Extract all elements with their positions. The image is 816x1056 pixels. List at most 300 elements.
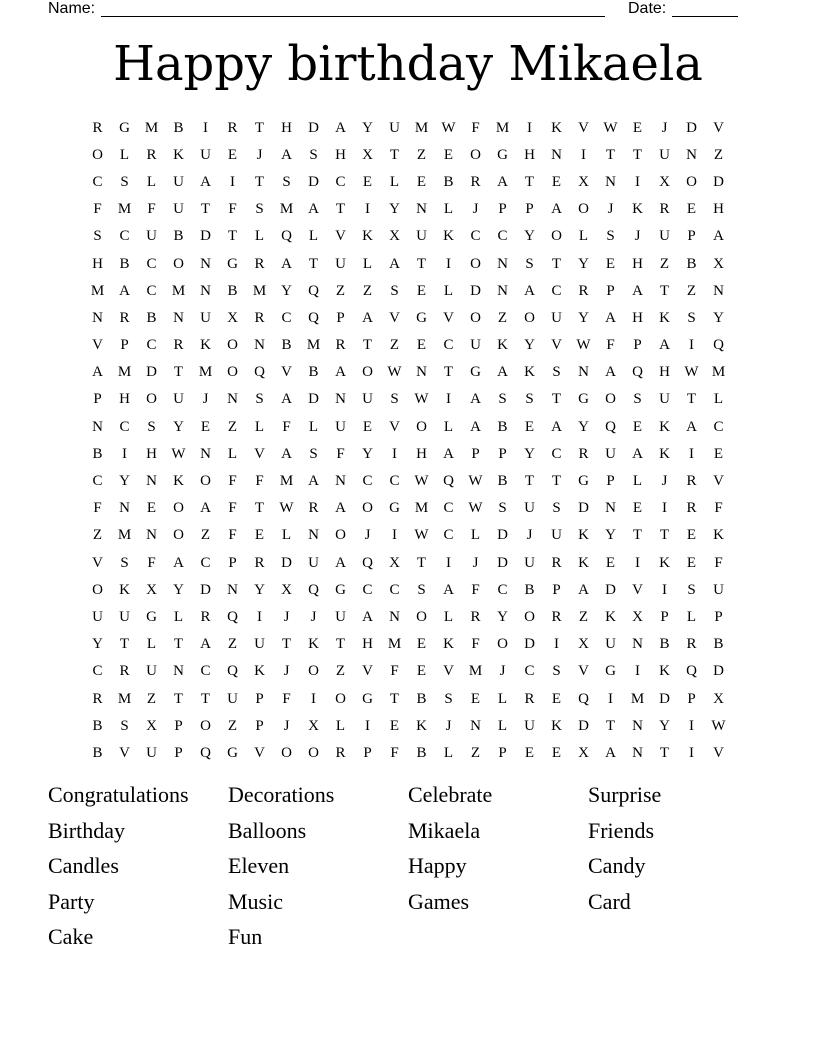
grid-letter[interactable]: I <box>554 636 559 653</box>
grid-letter[interactable]: B <box>173 119 184 136</box>
grid-letter[interactable]: B <box>416 690 427 707</box>
grid-letter[interactable]: E <box>713 445 724 462</box>
grid-letter[interactable]: C <box>551 282 562 299</box>
grid-letter[interactable]: S <box>309 146 318 163</box>
grid-letter[interactable]: R <box>335 744 346 761</box>
grid-letter[interactable]: X <box>146 717 157 734</box>
grid-letter[interactable]: I <box>311 690 316 707</box>
grid-letter[interactable]: C <box>362 473 373 490</box>
grid-letter[interactable]: E <box>551 744 562 761</box>
grid-letter[interactable]: Z <box>200 527 211 544</box>
grid-letter[interactable]: B <box>659 636 670 653</box>
grid-letter[interactable]: R <box>524 690 535 707</box>
grid-letter[interactable]: B <box>713 636 724 653</box>
grid-letter[interactable]: T <box>173 636 184 653</box>
grid-letter[interactable]: A <box>335 500 346 517</box>
grid-letter[interactable]: Y <box>119 473 130 490</box>
grid-letter[interactable]: U <box>713 581 724 598</box>
grid-letter[interactable]: Y <box>605 527 616 544</box>
grid-letter[interactable]: S <box>552 663 561 680</box>
grid-letter[interactable]: R <box>659 201 670 218</box>
grid-letter[interactable]: R <box>551 554 562 571</box>
grid-letter[interactable]: B <box>227 282 238 299</box>
grid-letter[interactable]: N <box>605 173 616 190</box>
grid-letter[interactable]: K <box>659 418 670 435</box>
grid-letter[interactable]: U <box>524 554 535 571</box>
grid-letter[interactable]: N <box>308 527 319 544</box>
grid-letter[interactable]: X <box>227 309 238 326</box>
grid-letter[interactable]: Y <box>281 282 292 299</box>
grid-letter[interactable]: A <box>605 364 616 381</box>
grid-letter[interactable]: H <box>146 445 157 462</box>
grid-letter[interactable]: K <box>524 364 535 381</box>
grid-letter[interactable]: D <box>281 554 292 571</box>
grid-letter[interactable]: F <box>606 337 615 354</box>
grid-letter[interactable]: M <box>279 201 294 218</box>
grid-letter[interactable]: S <box>525 255 534 272</box>
grid-letter[interactable]: I <box>662 500 667 517</box>
grid-letter[interactable]: R <box>470 173 481 190</box>
grid-letter[interactable]: F <box>147 201 156 218</box>
grid-letter[interactable]: N <box>578 364 589 381</box>
grid-letter[interactable]: B <box>173 228 184 245</box>
grid-letter[interactable]: K <box>578 527 589 544</box>
grid-letter[interactable]: P <box>174 744 183 761</box>
grid-letter[interactable]: I <box>365 717 370 734</box>
grid-letter[interactable]: I <box>581 146 586 163</box>
grid-letter[interactable]: I <box>203 119 208 136</box>
grid-letter[interactable]: S <box>606 228 615 245</box>
grid-letter[interactable]: H <box>92 255 103 272</box>
grid-letter[interactable]: U <box>659 146 670 163</box>
grid-letter[interactable]: K <box>443 228 454 245</box>
grid-letter[interactable]: V <box>92 554 103 571</box>
grid-letter[interactable]: H <box>119 391 130 408</box>
grid-letter[interactable]: M <box>630 690 645 707</box>
grid-letter[interactable]: C <box>200 554 211 571</box>
grid-letter[interactable]: M <box>252 282 267 299</box>
grid-letter[interactable]: G <box>335 581 346 598</box>
grid-letter[interactable]: W <box>684 364 699 381</box>
grid-letter[interactable]: T <box>227 228 238 245</box>
grid-letter[interactable]: A <box>605 309 616 326</box>
grid-letter[interactable]: Y <box>578 309 589 326</box>
grid-letter[interactable]: C <box>443 500 454 517</box>
grid-letter[interactable]: E <box>443 146 454 163</box>
grid-letter[interactable]: E <box>470 690 481 707</box>
grid-letter[interactable]: A <box>308 473 319 490</box>
grid-letter[interactable]: A <box>200 173 211 190</box>
grid-letter[interactable]: V <box>389 309 400 326</box>
grid-letter[interactable]: G <box>227 744 238 761</box>
grid-letter[interactable]: Z <box>578 608 589 625</box>
grid-letter[interactable]: A <box>524 282 535 299</box>
grid-letter[interactable]: R <box>551 608 562 625</box>
grid-letter[interactable]: C <box>92 173 103 190</box>
grid-letter[interactable]: X <box>713 690 724 707</box>
grid-letter[interactable]: T <box>254 500 265 517</box>
grid-letter[interactable]: Q <box>686 663 697 680</box>
grid-letter[interactable]: W <box>441 119 456 136</box>
grid-letter[interactable]: J <box>661 119 668 136</box>
grid-letter[interactable]: I <box>689 337 694 354</box>
grid-letter[interactable]: E <box>227 146 238 163</box>
grid-letter[interactable]: L <box>443 608 454 625</box>
grid-letter[interactable]: J <box>364 527 371 544</box>
grid-letter[interactable]: P <box>255 717 264 734</box>
grid-letter[interactable]: R <box>254 255 265 272</box>
grid-letter[interactable]: A <box>632 445 643 462</box>
grid-letter[interactable]: Z <box>686 282 697 299</box>
grid-letter[interactable]: C <box>497 228 508 245</box>
grid-letter[interactable]: R <box>578 282 589 299</box>
grid-letter[interactable]: O <box>578 201 589 218</box>
grid-letter[interactable]: H <box>362 636 373 653</box>
grid-letter[interactable]: R <box>146 146 157 163</box>
grid-letter[interactable]: V <box>362 663 373 680</box>
grid-letter[interactable]: Q <box>227 608 238 625</box>
grid-letter[interactable]: R <box>119 309 130 326</box>
grid-letter[interactable]: D <box>713 663 724 680</box>
grid-letter[interactable]: T <box>254 119 265 136</box>
grid-letter[interactable]: R <box>470 608 481 625</box>
grid-letter[interactable]: S <box>120 717 129 734</box>
grid-letter[interactable]: M <box>90 282 105 299</box>
grid-letter[interactable]: E <box>632 119 643 136</box>
grid-letter[interactable]: G <box>578 473 589 490</box>
grid-letter[interactable]: Z <box>470 744 481 761</box>
date-blank-line[interactable] <box>672 1 738 17</box>
grid-letter[interactable]: P <box>174 717 183 734</box>
grid-letter[interactable]: E <box>416 636 427 653</box>
grid-letter[interactable]: U <box>362 391 373 408</box>
grid-letter[interactable]: X <box>389 228 400 245</box>
grid-letter[interactable]: G <box>119 119 130 136</box>
grid-letter[interactable]: Y <box>389 201 400 218</box>
grid-letter[interactable]: A <box>443 445 454 462</box>
grid-letter[interactable]: G <box>605 663 616 680</box>
grid-letter[interactable]: K <box>362 228 373 245</box>
grid-letter[interactable]: U <box>659 391 670 408</box>
grid-letter[interactable]: H <box>632 255 643 272</box>
grid-letter[interactable]: L <box>470 527 481 544</box>
grid-letter[interactable]: N <box>335 391 346 408</box>
grid-letter[interactable]: O <box>524 309 535 326</box>
grid-letter[interactable]: Q <box>632 364 643 381</box>
grid-letter[interactable]: X <box>578 744 589 761</box>
grid-letter[interactable]: S <box>552 364 561 381</box>
grid-letter[interactable]: A <box>686 418 697 435</box>
grid-letter[interactable]: N <box>200 255 211 272</box>
grid-letter[interactable]: T <box>551 255 562 272</box>
grid-letter[interactable]: N <box>119 500 130 517</box>
grid-letter[interactable]: S <box>687 309 696 326</box>
grid-letter[interactable]: H <box>713 201 724 218</box>
grid-letter[interactable]: U <box>146 228 157 245</box>
grid-letter[interactable]: J <box>283 663 290 680</box>
grid-letter[interactable]: S <box>120 173 129 190</box>
grid-letter[interactable]: X <box>146 581 157 598</box>
grid-letter[interactable]: T <box>389 690 400 707</box>
grid-letter[interactable]: A <box>335 119 346 136</box>
grid-letter[interactable]: M <box>711 364 726 381</box>
grid-letter[interactable]: R <box>335 337 346 354</box>
grid-letter[interactable]: U <box>524 717 535 734</box>
grid-letter[interactable]: L <box>497 717 508 734</box>
grid-letter[interactable]: T <box>605 717 616 734</box>
grid-letter[interactable]: E <box>632 500 643 517</box>
grid-letter[interactable]: C <box>146 282 157 299</box>
grid-letter[interactable]: Y <box>92 636 103 653</box>
grid-letter[interactable]: D <box>578 500 589 517</box>
grid-letter[interactable]: E <box>362 173 373 190</box>
grid-letter[interactable]: A <box>443 581 454 598</box>
grid-letter[interactable]: L <box>308 418 319 435</box>
grid-letter[interactable]: T <box>443 364 454 381</box>
grid-letter[interactable]: E <box>686 527 697 544</box>
grid-letter[interactable]: R <box>254 554 265 571</box>
grid-letter[interactable]: M <box>117 201 132 218</box>
grid-letter[interactable]: Q <box>362 554 373 571</box>
grid-letter[interactable]: L <box>362 255 373 272</box>
grid-letter[interactable]: E <box>524 744 535 761</box>
grid-letter[interactable]: X <box>362 146 373 163</box>
grid-letter[interactable]: A <box>308 201 319 218</box>
grid-letter[interactable]: T <box>416 255 427 272</box>
grid-letter[interactable]: N <box>173 309 184 326</box>
grid-letter[interactable]: U <box>605 445 616 462</box>
grid-letter[interactable]: J <box>526 527 533 544</box>
grid-letter[interactable]: C <box>470 228 481 245</box>
grid-letter[interactable]: T <box>686 391 697 408</box>
grid-letter[interactable]: U <box>173 391 184 408</box>
grid-letter[interactable]: E <box>686 554 697 571</box>
grid-letter[interactable]: I <box>689 717 694 734</box>
grid-letter[interactable]: T <box>551 473 562 490</box>
grid-letter[interactable]: F <box>714 554 723 571</box>
grid-letter[interactable]: F <box>471 581 480 598</box>
grid-letter[interactable]: O <box>470 309 481 326</box>
grid-letter[interactable]: U <box>470 337 481 354</box>
grid-letter[interactable]: W <box>414 391 429 408</box>
grid-letter[interactable]: U <box>173 173 184 190</box>
grid-letter[interactable]: K <box>119 581 130 598</box>
grid-letter[interactable]: L <box>146 173 157 190</box>
grid-letter[interactable]: S <box>147 418 156 435</box>
grid-letter[interactable]: A <box>281 146 292 163</box>
grid-letter[interactable]: S <box>255 391 264 408</box>
grid-letter[interactable]: Z <box>497 309 508 326</box>
grid-letter[interactable]: J <box>634 228 641 245</box>
grid-letter[interactable]: R <box>254 309 265 326</box>
grid-letter[interactable]: C <box>713 418 724 435</box>
grid-letter[interactable]: N <box>632 717 643 734</box>
grid-letter[interactable]: Z <box>92 527 103 544</box>
grid-letter[interactable]: I <box>392 527 397 544</box>
grid-letter[interactable]: D <box>605 581 616 598</box>
grid-letter[interactable]: R <box>686 500 697 517</box>
grid-letter[interactable]: T <box>632 527 643 544</box>
grid-letter[interactable]: M <box>468 663 483 680</box>
grid-letter[interactable]: F <box>228 473 237 490</box>
grid-letter[interactable]: F <box>282 418 291 435</box>
grid-letter[interactable]: B <box>497 418 508 435</box>
grid-letter[interactable]: G <box>227 255 238 272</box>
grid-letter[interactable]: Z <box>389 337 400 354</box>
grid-letter[interactable]: Y <box>659 717 670 734</box>
grid-letter[interactable]: D <box>686 119 697 136</box>
grid-letter[interactable]: E <box>416 663 427 680</box>
grid-letter[interactable]: P <box>606 282 615 299</box>
grid-letter[interactable]: K <box>659 309 670 326</box>
grid-letter[interactable]: K <box>659 554 670 571</box>
grid-letter[interactable]: W <box>171 445 186 462</box>
grid-letter[interactable]: N <box>605 500 616 517</box>
grid-letter[interactable]: Z <box>416 146 427 163</box>
grid-letter[interactable]: P <box>255 690 264 707</box>
grid-letter[interactable]: M <box>144 119 159 136</box>
grid-letter[interactable]: L <box>146 636 157 653</box>
grid-letter[interactable]: N <box>416 201 427 218</box>
grid-letter[interactable]: P <box>228 554 237 571</box>
grid-letter[interactable]: V <box>119 744 130 761</box>
grid-letter[interactable]: P <box>336 309 345 326</box>
grid-letter[interactable]: T <box>281 636 292 653</box>
grid-letter[interactable]: P <box>363 744 372 761</box>
grid-letter[interactable]: O <box>146 391 157 408</box>
grid-letter[interactable]: B <box>281 337 292 354</box>
grid-letter[interactable]: A <box>281 391 292 408</box>
grid-letter[interactable]: N <box>146 473 157 490</box>
grid-letter[interactable]: P <box>498 744 507 761</box>
grid-letter[interactable]: N <box>632 744 643 761</box>
grid-letter[interactable]: R <box>173 337 184 354</box>
grid-letter[interactable]: M <box>279 473 294 490</box>
grid-letter[interactable]: C <box>92 663 103 680</box>
grid-letter[interactable]: Y <box>362 445 373 462</box>
grid-letter[interactable]: M <box>387 636 402 653</box>
grid-letter[interactable]: D <box>308 119 319 136</box>
grid-letter[interactable]: B <box>686 255 697 272</box>
grid-letter[interactable]: N <box>551 146 562 163</box>
grid-letter[interactable]: V <box>335 228 346 245</box>
grid-letter[interactable]: C <box>119 228 130 245</box>
grid-letter[interactable]: O <box>524 608 535 625</box>
grid-letter[interactable]: W <box>576 337 591 354</box>
grid-letter[interactable]: U <box>335 255 346 272</box>
grid-letter[interactable]: I <box>689 445 694 462</box>
grid-letter[interactable]: F <box>390 663 399 680</box>
grid-letter[interactable]: Q <box>605 418 616 435</box>
grid-letter[interactable]: M <box>414 119 429 136</box>
grid-letter[interactable]: Q <box>713 337 724 354</box>
grid-letter[interactable]: Y <box>578 418 589 435</box>
grid-letter[interactable]: L <box>335 717 346 734</box>
grid-letter[interactable]: I <box>446 255 451 272</box>
name-blank-line[interactable] <box>101 1 605 17</box>
grid-letter[interactable]: L <box>308 228 319 245</box>
grid-letter[interactable]: O <box>470 255 481 272</box>
grid-letter[interactable]: A <box>659 337 670 354</box>
grid-letter[interactable]: A <box>200 636 211 653</box>
grid-letter[interactable]: N <box>146 527 157 544</box>
grid-letter[interactable]: P <box>120 337 129 354</box>
grid-letter[interactable]: G <box>416 309 427 326</box>
grid-letter[interactable]: F <box>147 554 156 571</box>
grid-letter[interactable]: Z <box>227 418 238 435</box>
grid-letter[interactable]: X <box>281 581 292 598</box>
grid-letter[interactable]: K <box>416 717 427 734</box>
grid-letter[interactable]: M <box>117 364 132 381</box>
grid-letter[interactable]: K <box>713 527 724 544</box>
grid-letter[interactable]: O <box>308 744 319 761</box>
grid-letter[interactable]: M <box>198 364 213 381</box>
grid-letter[interactable]: D <box>497 527 508 544</box>
grid-letter[interactable]: N <box>335 473 346 490</box>
grid-letter[interactable]: V <box>254 445 265 462</box>
grid-letter[interactable]: V <box>443 309 454 326</box>
grid-letter[interactable]: U <box>524 500 535 517</box>
grid-letter[interactable]: K <box>254 663 265 680</box>
grid-letter[interactable]: K <box>443 636 454 653</box>
grid-letter[interactable]: O <box>200 473 211 490</box>
grid-letter[interactable]: O <box>227 364 238 381</box>
grid-letter[interactable]: N <box>92 309 103 326</box>
grid-letter[interactable]: A <box>551 418 562 435</box>
grid-letter[interactable]: T <box>335 201 346 218</box>
grid-letter[interactable]: B <box>92 717 103 734</box>
grid-letter[interactable]: O <box>416 608 427 625</box>
grid-letter[interactable]: V <box>713 473 724 490</box>
grid-letter[interactable]: G <box>362 690 373 707</box>
grid-letter[interactable]: W <box>468 473 483 490</box>
grid-letter[interactable]: P <box>93 391 102 408</box>
grid-letter[interactable]: V <box>578 119 589 136</box>
grid-letter[interactable]: N <box>497 255 508 272</box>
grid-letter[interactable]: V <box>713 119 724 136</box>
grid-letter[interactable]: O <box>308 663 319 680</box>
grid-letter[interactable]: H <box>524 146 535 163</box>
grid-letter[interactable]: L <box>443 282 454 299</box>
grid-letter[interactable]: B <box>308 364 319 381</box>
grid-letter[interactable]: B <box>416 744 427 761</box>
grid-letter[interactable]: S <box>255 201 264 218</box>
grid-letter[interactable]: L <box>713 391 724 408</box>
grid-letter[interactable]: B <box>443 173 454 190</box>
grid-letter[interactable]: E <box>605 554 616 571</box>
grid-letter[interactable]: U <box>173 201 184 218</box>
grid-letter[interactable]: Y <box>524 337 535 354</box>
grid-letter[interactable]: T <box>659 282 670 299</box>
grid-letter[interactable]: T <box>362 337 373 354</box>
grid-letter[interactable]: E <box>632 418 643 435</box>
grid-letter[interactable]: L <box>227 445 238 462</box>
grid-letter[interactable]: V <box>578 663 589 680</box>
grid-letter[interactable]: I <box>365 201 370 218</box>
grid-letter[interactable]: A <box>173 554 184 571</box>
grid-letter[interactable]: S <box>390 282 399 299</box>
grid-letter[interactable]: P <box>471 445 480 462</box>
grid-letter[interactable]: O <box>92 581 103 598</box>
grid-letter[interactable]: N <box>713 282 724 299</box>
grid-letter[interactable]: L <box>254 418 265 435</box>
grid-letter[interactable]: I <box>527 119 532 136</box>
grid-letter[interactable]: R <box>308 500 319 517</box>
grid-letter[interactable]: G <box>470 364 481 381</box>
grid-letter[interactable]: O <box>173 500 184 517</box>
grid-letter[interactable]: Y <box>524 228 535 245</box>
grid-letter[interactable]: T <box>551 391 562 408</box>
